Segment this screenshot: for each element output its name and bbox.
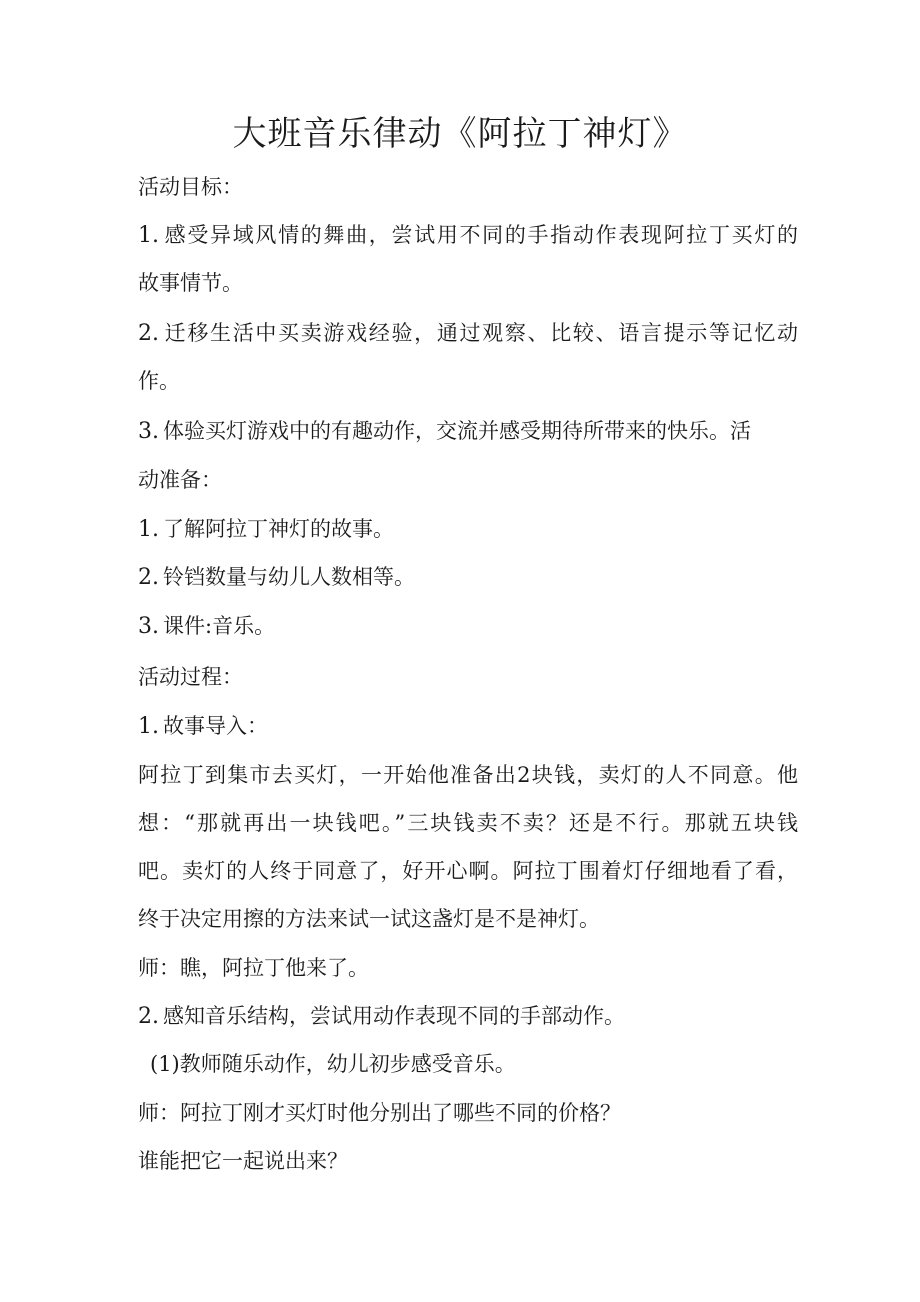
goal-2-line-1 (138, 318, 798, 349)
prep-2-number: 2. (138, 565, 159, 590)
goal-1-line-2: 故事情节。 (138, 271, 243, 295)
story-line-2: 想：“那就再出一块钱吧。”三块钱卖不卖？还是不行。那就五块钱 (138, 811, 798, 835)
step-1-number: 1. (138, 714, 159, 739)
goals-heading: 活动目标： (138, 175, 243, 199)
story-line-1: 阿拉丁到集市去买灯，一开始他准备出2块钱，卖灯的人不同意。他 (138, 763, 798, 787)
process-heading: 活动过程： (138, 665, 243, 689)
story-line-3: 吧。卖灯的人终于同意了，好开心啊。阿拉丁围着灯仔细地看了看， (138, 859, 798, 883)
goal-1-text: 感受异域风情的舞曲，尝试用不同的手指动作表现阿拉丁买灯的 (163, 223, 798, 247)
goal-1-line-1 (138, 220, 798, 251)
goal-2-number: 2. (138, 321, 159, 346)
sub-step-1: (1)教师随乐动作，幼儿初步感受音乐。 (150, 1052, 516, 1076)
question-line: 谁能把它一起说出来？ (138, 1149, 348, 1173)
prep-item-1 (138, 514, 798, 545)
prep-item-3 (138, 611, 798, 642)
process-step-1 (138, 711, 798, 742)
goal-1-number: 1. (138, 223, 159, 248)
step-2-text: 感知音乐结构，尝试用动作表现不同的手部动作。 (163, 1004, 625, 1028)
goal-3-number: 3. (138, 419, 159, 444)
prep-3-number: 3. (138, 614, 159, 639)
prep-2-text: 铃铛数量与幼儿人数相等。 (163, 565, 415, 589)
prep-1-text: 了解阿拉丁神灯的故事。 (163, 517, 394, 541)
teacher-line-1: 师：瞧，阿拉丁他来了。 (138, 956, 369, 980)
step-1-text: 故事导入： (163, 714, 268, 738)
process-step-2 (138, 1001, 798, 1032)
step-2-number: 2. (138, 1004, 159, 1029)
prep-heading-end: 动准备： (138, 468, 222, 492)
prep-item-2 (138, 562, 798, 593)
goal-3-text: 体验买灯游戏中的有趣动作，交流并感受期待所带来的快乐。 (163, 419, 730, 443)
goal-3-line (138, 416, 798, 447)
prep-heading-start: 活 (730, 419, 751, 443)
prep-3-text: 课件:音乐。 (163, 614, 276, 638)
prep-1-number: 1. (138, 517, 159, 542)
teacher-line-2: 师：阿拉丁刚才买灯时他分别出了哪些不同的价格？ (138, 1101, 621, 1125)
story-line-4: 终于决定用擦的方法来试一试这盏灯是不是神灯。 (138, 907, 600, 931)
goal-2-line-2: 作。 (138, 369, 180, 393)
document-title: 大班音乐律动《阿拉丁神灯》 (232, 114, 688, 154)
goal-2-text: 迁移生活中买卖游戏经验，通过观察、比较、语言提示等记忆动 (163, 321, 798, 345)
